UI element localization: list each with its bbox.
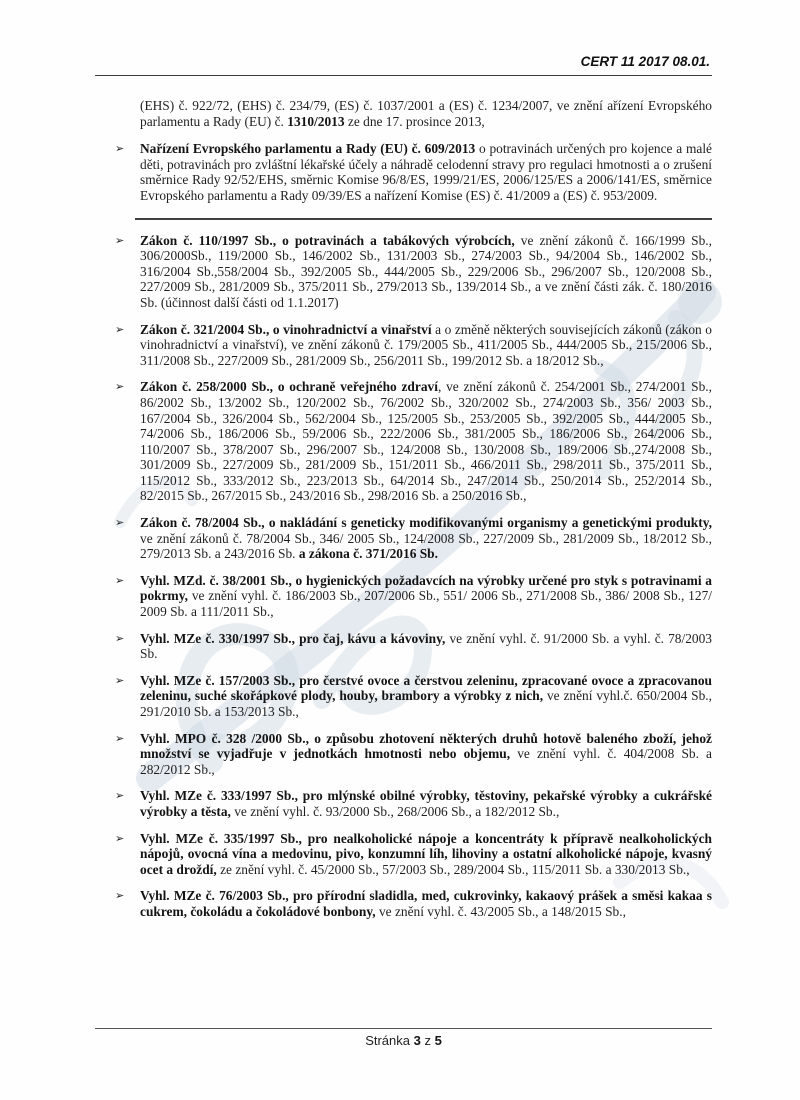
list-item xyxy=(115,630,712,662)
page-footer: Stránka 3 z 5 xyxy=(365,1033,442,1048)
arrow-bullet-icon: ➢ xyxy=(115,789,125,803)
list-item-text: Vyhl. MZd. č. 38/2001 Sb., o hygienických požadavcích na výrobky určené pro styk s potravinami a pokrmy, ve znění vyhl. č. 186/2003 Sb., 207/2006 Sb., 551/ 2006 Sb., 271/2008 Sb., 386/ 2008 Sb., 127/ 2009 Sb. a 111/2011 Sb., xyxy=(140,572,712,620)
header-rule xyxy=(95,75,712,76)
intro-paragraph: (EHS) č. 922/72, (EHS) č. 234/79, (ES) č. 1037/2001 a (ES) č. 1234/2007, ve znění ařízení Evropského parlamentu a Rady (EU) č. 1310/2013 ze dne 17. prosince 2013, xyxy=(140,98,712,129)
list-item-text: Zákon č. 258/2000 Sb., o ochraně veřejného zdraví, ve znění zákonů č. 254/2001 Sb., 274/2001 Sb., 86/2002 Sb., 13/2002 Sb., 120/2002 Sb., 76/2002 Sb., 320/2002 Sb., 274/2003 Sb., 356/ 2003 Sb., 167/2004 Sb., 326/2004 Sb., 562/2004 Sb., 125/2005 Sb., 253/2005 Sb., 392/2005 Sb., 444/2005 Sb., 74/2006 Sb., 186/2006 Sb., 59/2006 Sb., 222/2006 Sb., 381/2005 Sb., 186/2006 Sb., 264/2006 Sb., 110/2007 Sb., 378/2007 Sb., 296/2007 Sb., 124/2008 Sb., 130/2008 Sb., 189/2006 Sb.,274/2008 Sb., 301/2009 Sb., 227/2009 Sb., 281/2009 Sb., 151/2011 Sb., 466/2011 Sb., 298/2011 Sb., 375/2011 Sb., 115/2012 Sb., 333/2012 Sb., 223/2013 Sb., 64/2014 Sb., 247/2014 Sb., 250/2014 Sb., 252/2014 Sb., 82/2015 Sb., 267/2015 Sb., 243/2016 Sb., 298/2016 Sb. a 250/2016 Sb., xyxy=(140,379,712,504)
document-body xyxy=(115,98,713,931)
arrow-bullet-icon: ➢ xyxy=(115,831,125,845)
list-item xyxy=(115,141,712,203)
list-item-text: Vyhl. MZe č. 157/2003 Sb., pro čerstvé ovoce a čerstvou zeleninu, zpracované ovoce a zpracovanou zeleninu, suché skořápkové plody, houby, brambory a výrobky z nich, ve znění vyhl.č. 650/2004 Sb., 291/2010 Sb. a 153/2013 Sb., xyxy=(140,672,713,719)
regulation-list-main xyxy=(115,232,713,920)
arrow-bullet-icon: ➢ xyxy=(115,731,125,745)
footer-rule xyxy=(95,1028,712,1029)
page-header xyxy=(581,53,710,71)
list-item xyxy=(115,515,712,562)
list-item xyxy=(115,232,712,311)
list-item xyxy=(115,730,712,778)
list-item-text: Vyhl. MZe č. 330/1997 Sb., pro čaj, kávu a kávoviny, ve znění vyhl. č. 91/2000 Sb. a vyhl. č. 78/2003 Sb. xyxy=(140,630,712,662)
list-item-text: Vyhl. MZe č. 76/2003 Sb., pro přírodní sladidla, med, cukrovinky, kakaový prášek a směsi kakaa s cukrem, čokoládu a čokoládové bonbony, ve znění vyhl. č. 43/2005 Sb., a 148/2015 Sb., xyxy=(140,888,712,919)
list-item xyxy=(115,788,712,819)
list-item xyxy=(115,830,712,878)
list-item xyxy=(115,321,712,369)
list-item xyxy=(115,888,712,919)
list-item xyxy=(115,572,712,620)
arrow-bullet-icon: ➢ xyxy=(115,889,125,903)
arrow-bullet-icon: ➢ xyxy=(115,380,125,394)
list-item-text: Zákon č. 78/2004 Sb., o nakládání s geneticky modifikovanými organismy a genetickými produkty, ve znění zákonů č. 78/2004 Sb., 346/ 2005 Sb., 124/2008 Sb., 227/2009 Sb., 281/2009 Sb., 18/2012 Sb., 279/2013 Sb. a 243/2016 Sb. a zákona č. 371/2016 Sb. xyxy=(140,515,712,562)
arrow-bullet-icon: ➢ xyxy=(115,516,125,530)
arrow-bullet-icon: ➢ xyxy=(115,233,125,247)
list-item-text: Vyhl. MZe č. 335/1997 Sb., pro nealkoholické nápoje a koncentráty k přípravě nealkoholických nápojů, ovocná vína a medovinu, pivo, konzumní líh, lihoviny a ostatní alkoholické nápoje, kvasný ocet a droždí, ze znění vyhl. č. 45/2000 Sb., 57/2003 Sb., 289/2004 Sb., 115/2011 Sb. a 330/2013 Sb., xyxy=(140,830,712,877)
list-item-text: Zákon č. 321/2004 Sb., o vinohradnictví a vinařství a o změně některých souvisejících zákonů (zákon o vinohradnictví a vinařství), ve znění zákonů č. 179/2005 Sb., 411/2005 Sb., 444/2005 Sb., 215/2006 Sb., 311/2008 Sb., 227/2009 Sb., 281/2009 Sb., 256/2011 Sb., 199/2012 Sb. a 18/2012 Sb., xyxy=(140,321,712,368)
section-divider xyxy=(135,218,712,220)
arrow-bullet-icon: ➢ xyxy=(115,322,125,336)
list-item-text: Nařízení Evropského parlamentu a Rady (EU) č. 609/2013 o potravinách určených pro kojence a malé děti, potravinách pro zvláštní lékařské účely a náhradě celodenní stravy pro regulaci hmotnosti a o zrušení směrnice Rady 92/52/EHS, směrnic Komise 96/8/ES, 1999/21/ES, 2006/125/ES a 2006/141/ES, směrnice Evropského parlamentu a Rady 09/39/ES a nařízení Komise (ES) č. 41/2009 a (ES) č. 953/2009. xyxy=(140,141,712,203)
list-item-text: Vyhl. MPO č. 328 /2000 Sb., o způsobu zhotovení některých druhů hotově baleného zboží, jehož množství se vyjadřuje v jednotkách hmotnosti nebo objemu, ve znění vyhl. č. 404/2008 Sb. a 282/2012 Sb., xyxy=(140,730,712,777)
document-code: CERT 11 2017 08.01. xyxy=(580,54,710,69)
list-item-text: Zákon č. 110/1997 Sb., o potravinách a tabákových výrobcích, ve znění zákonů č. 166/1999 Sb., 306/2000Sb., 119/2000 Sb., 146/2002 Sb., 131/2003 Sb., 274/2003 Sb., 94/2004 Sb., 146/2002 Sb., 316/2004 Sb.,558/2004 Sb., 392/2005 Sb., 444/2005 Sb., 229/2006 Sb., 296/2007 Sb., 120/2008 Sb., 227/2009 Sb., 281/2009 Sb., 375/2011 Sb., 279/2013 Sb., 139/2014 Sb., a ve znění části zák. č. 180/2016 Sb. (účinnost další části od 1.1.2017) xyxy=(140,232,712,310)
arrow-bullet-icon: ➢ xyxy=(115,573,125,587)
list-item-text: Vyhl. MZe č. 333/1997 Sb., pro mlýnské obilné výrobky, těstoviny, pekařské výrobky a cukrářské výrobky a těsta, ve znění vyhl. č. 93/2000 Sb., 268/2006 Sb., a 182/2012 Sb., xyxy=(140,788,712,819)
arrow-bullet-icon: ➢ xyxy=(115,673,125,687)
regulation-list-top xyxy=(115,141,712,203)
arrow-bullet-icon: ➢ xyxy=(115,631,125,645)
arrow-bullet-icon: ➢ xyxy=(115,142,125,156)
list-item xyxy=(115,379,712,504)
list-item xyxy=(115,672,713,720)
